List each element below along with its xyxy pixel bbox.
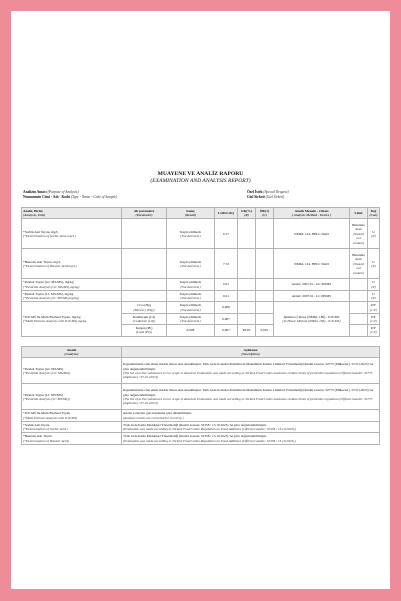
table-cell (368, 279, 380, 290)
cell-text: *Benzoik Asit Tayını (23, 434, 52, 439)
table-cell: 6.17 (215, 219, 238, 249)
cell-text: (Evaluation was made according to Turkish Food Codex Regulation on Food Additives (Official Gazette: 32358 / 13.10.2023).) (123, 438, 297, 443)
purpose-field: Analizin Amacı (Purpose of Analysis) (23, 190, 79, 194)
table-cell (238, 219, 256, 249)
cell-text: (*Pesticide Analysis (GC MS/MS),mg/kg) (23, 284, 80, 289)
table-cell (122, 384, 380, 410)
cell-text: Tespit edilmedi. (179, 229, 202, 234)
table-row (22, 219, 380, 249)
cell-text: Analiz Metodu - Cihazı (294, 208, 329, 213)
results-table (21, 207, 380, 337)
table-cell (350, 219, 368, 249)
table-row (22, 249, 380, 279)
table-cell (167, 302, 215, 313)
cell-text: (Not detected.) (180, 233, 201, 238)
notes-row (22, 433, 380, 444)
cell-text: U (372, 259, 375, 264)
cell-text: Analiz (66, 347, 77, 352)
table-cell (350, 302, 368, 313)
table-cell (122, 290, 167, 301)
table-cell: 0,007 (215, 325, 238, 336)
notes-row (22, 421, 380, 432)
table-cell (22, 302, 122, 336)
cell-text: (Not detected.) (180, 263, 201, 268)
header-ob (256, 208, 274, 219)
notes-header-row (22, 347, 380, 358)
cell-text: LOD/LOQ (218, 211, 234, 215)
table-cell (167, 313, 215, 324)
cell-text: Kapsamımızda olan etken madde listesi ekte sunulmuştur. Türk Gıda Kodeksi Pestisitlerin Maksimum Kalıntı Limitleri Yönetmeliği (Resmi Gazete: 32775 (Mükerrer) / 07.01.2025) 'ne göre değerlendirilmiştir. (123, 362, 374, 371)
cell-text: *Pestisit Tayını (LC MS/MS) (23, 392, 63, 397)
cell-text: Analiz, Birim (23, 208, 43, 213)
notes-row (22, 358, 380, 384)
table-cell: 0,001 (256, 325, 274, 336)
cell-text: *Sorbik Asit Tayını, mg/L (23, 229, 59, 234)
table-row (22, 279, 380, 290)
table-cell (368, 313, 380, 324)
cell-text: (*Multi Element Analysis with ICP-MS),mg/kg (23, 318, 87, 323)
cell-text: (CZ) (370, 318, 377, 323)
table-cell (22, 279, 122, 290)
cell-text: (P) (371, 296, 376, 301)
cell-text: (CZ) (370, 330, 377, 335)
table-cell (368, 290, 380, 301)
table-cell (167, 290, 215, 301)
table-cell (256, 290, 274, 301)
cell-text: (*Determination of Sorbic Acid ) (23, 427, 68, 432)
table-cell: 0,006 (215, 302, 238, 313)
cell-text: (The list of active substances in our scope is attached. Evaluation was made according to Turkish Food Codex maximum residue limits of pesticides regulation (Official Gazette: 32775 (duplicate) / 07.01.2025)) (123, 370, 373, 380)
cell-text: *Sorbik Asit Tayını (23, 422, 50, 427)
cell-text: *ICP-MS ile Multi Element Tayını (23, 411, 71, 416)
table-cell: NMKL 124- HPLC DAD (274, 219, 350, 249)
table-cell (22, 249, 122, 279)
cell-text: (Cadmium (Cd)) (132, 318, 156, 323)
cell-text: DY (371, 325, 376, 330)
cell-text: (*Pesticide Analysis (LC MS/MS),mg/kg) (23, 296, 79, 301)
header-lod (215, 208, 238, 219)
cell-text: ( Analysis Method - Device ) (291, 213, 332, 218)
cell-text: GK(%) (241, 208, 252, 213)
cell-text: (CZ) (370, 307, 377, 312)
header-gk (238, 208, 256, 219)
table-cell (238, 302, 256, 313)
cell-text: *ICP-MS ile Multi Element Tayını, mg/kg (23, 314, 81, 319)
table-cell: 7.72 (215, 249, 238, 279)
header-limit (350, 208, 368, 219)
header-analysis (22, 208, 122, 219)
cell-text: (Parameter) (135, 213, 153, 218)
report-title: MUAYENE VE ANALİZ RAPORU (157, 171, 244, 177)
header-parameter (122, 208, 167, 219)
cell-text: *Pestisit Tayını (GC MS/MS) (23, 366, 64, 371)
table-cell (368, 219, 380, 249)
cell-text: U (372, 229, 375, 234)
cell-text: (Not detected.) (180, 284, 201, 289)
notes-table (21, 346, 380, 445)
table-cell (122, 433, 380, 444)
table-cell (122, 249, 167, 279)
notes-header-analysis (22, 347, 122, 358)
table-cell (238, 313, 256, 324)
cell-text: TGK Gıda Katkı Maddeleri Yönetmeliği (Resmi Gazete: 32358 / 13.10.2023) 'ne göre değerlendirilmiştir. (123, 434, 267, 439)
table-cell (368, 249, 380, 279)
cell-text: U (372, 291, 375, 296)
cell-text: (Evaluation was made according to Turkish Food Codex Regulation on Food Additives (Official Gazette: 32358 / 13.10.2023).) (123, 427, 297, 432)
header-conf (368, 208, 380, 219)
table-cell (350, 279, 368, 290)
cell-text: (Analysis, Unit) (23, 213, 46, 218)
table-cell (122, 279, 167, 290)
cell-text: Tespit edilmedi. (179, 280, 202, 285)
table-cell: AOAC 2007.01 - GC MSMS (274, 279, 350, 290)
table-cell (368, 302, 380, 313)
cell-text: (Not detected.) (180, 307, 201, 312)
notes-row (22, 410, 380, 421)
table-header-row (22, 208, 380, 219)
table-cell (122, 302, 167, 313)
report-subtitle: (EXAMINATION AND ANALYSIS REPORT) (150, 178, 251, 184)
table-cell (167, 219, 215, 249)
icp-row (22, 302, 380, 313)
cell-text: (*Multi Element Analysis with ICP-MS) (23, 415, 78, 420)
table-cell (122, 325, 167, 336)
cell-text: (Description) (241, 352, 260, 357)
cell-text: (Not detected.) (180, 318, 201, 323)
cell-text: Kapsamımızda olan etken madde listesi ekte sunulmuştur. Türk Gıda Kodeksi Pestisitlerin Maksimum Kalıntı Limitleri Yönetmeliği (Resmi Gazete: 32775 (Mükerrer) / 07.01.2025) 'ne göre değerlendirilmiştir. (123, 388, 374, 397)
cell-text: (*Pesticide Analysis (LC MS/MS)) (23, 396, 70, 401)
cell-text: (Should not contain) (352, 261, 365, 275)
sample-field: Numunenin Cinsi - Adı - Kodu (Type - Name - Code of Sample) (23, 195, 118, 199)
table-cell: 0,01 (215, 290, 238, 301)
cell-text: (*Determination of Benzoic Acid) (23, 438, 69, 443)
cell-text: Ölb(±) (259, 208, 270, 213)
table-cell (256, 313, 274, 324)
table-cell (122, 358, 380, 384)
cell-text: İşletme içi metot (NMKL 186) - ICP-MS (283, 314, 340, 319)
cell-text: 0,008 (186, 328, 195, 333)
cell-text: (Not detected.) (180, 296, 201, 301)
cell-text: Limit (354, 211, 363, 215)
table-cell: 0,01 (215, 279, 238, 290)
table-cell: NMKL 124- HPLC DAD (274, 249, 350, 279)
table-cell (238, 249, 256, 279)
cell-text: (Mercury (Hg)) (133, 307, 155, 312)
cell-text: (*Pesticide Analysis (GC MS/MS)) (23, 370, 71, 375)
cell-text: DY (371, 314, 376, 319)
cell-text: (The list of active substances in our scope is attached. Evaluation was made according to Turkish Food Codex maximum residue limits of pesticides regulation (Official Gazette: 32775 (duplicate) / 07.01.2025)) (123, 396, 373, 406)
special-request-field: Özel İstek (Special Request) (247, 190, 289, 194)
cell-text: (P) (371, 284, 376, 289)
header-result (167, 208, 215, 219)
table-cell: 99.05 (238, 325, 256, 336)
table-cell (22, 384, 122, 410)
table-cell (350, 249, 368, 279)
header-method (274, 208, 350, 219)
table-cell (368, 325, 380, 336)
cell-text: (R) (244, 213, 249, 218)
cell-text: Cıva (Hg) (137, 303, 151, 308)
cell-text: *Benzoik Asit Tayını, mg/L (23, 259, 61, 264)
cell-text: (P) (371, 233, 376, 238)
cell-text: Tespit edilmedi. (179, 291, 202, 296)
table-cell (122, 421, 380, 432)
table-row (22, 290, 380, 301)
table-cell (22, 219, 122, 249)
table-cell (256, 219, 274, 249)
cell-text: Sonuç (186, 208, 195, 213)
table-cell (122, 219, 167, 249)
cell-text: Tespit edilmedi. (179, 259, 202, 264)
cell-text: (P) (371, 263, 376, 268)
cell-text: *Pestisit Tayını (LC MS/MS), mg/kg (23, 291, 74, 296)
table-cell (350, 313, 368, 324)
notes-header-description (122, 347, 380, 358)
cell-text: Bulunma malı (352, 222, 365, 232)
table-cell (122, 313, 167, 324)
table-cell (22, 410, 122, 421)
table-cell: AOAC 2007.01 - LC MSMS (274, 290, 350, 301)
cell-text: DY (371, 303, 376, 308)
table-cell (238, 290, 256, 301)
cell-text: Değ (370, 208, 377, 213)
table-cell (256, 279, 274, 290)
cell-text: Analiz sonuçları geri kazanıma göre düzeltilmiştir. (123, 411, 192, 416)
report-page (11, 11, 390, 589)
cell-text: Kurşun (Pb) (135, 325, 153, 330)
cell-text: (Analysis) (64, 352, 79, 357)
cell-text: (Lead (Pb)) (136, 330, 152, 335)
cell-text: (Analysis results are corrected for recovery.) (123, 415, 184, 420)
cell-text: Kadmiyum (Cd) (132, 314, 156, 319)
table-cell (256, 302, 274, 313)
table-cell (256, 249, 274, 279)
cell-text: *Pestisit Tayını (GC MS/MS), mg/kg (23, 280, 74, 285)
cell-text: TGK Gıda Katkı Maddeleri Yönetmeliği (Resmi Gazete: 32358 / 13.10.2023) 'ne göre değerlendirilmiştir. (123, 422, 267, 427)
table-cell (22, 421, 122, 432)
cell-text: (U) (262, 213, 267, 218)
cell-text: (In House Method (NMKL 186) - ICP-MS) (282, 318, 341, 323)
cell-text: Bulunma malı (352, 252, 365, 262)
table-cell (22, 433, 122, 444)
table-cell (167, 279, 215, 290)
cell-text: (*Determination of Benzoic Acid,mg/L) (23, 263, 77, 268)
cell-text: (*Determination of Sorbic Acid, mg/L) (23, 233, 76, 238)
cell-text: Açıklama (243, 347, 258, 352)
table-cell (122, 410, 380, 421)
cell-text: U (372, 280, 375, 285)
table-cell: 0,007 (215, 313, 238, 324)
cell-text: (Should not contain) (352, 231, 365, 245)
table-cell (22, 358, 122, 384)
cell-text: (Result) (184, 213, 197, 218)
cell-text: Alt parametre (133, 208, 155, 213)
table-cell (238, 279, 256, 290)
table-cell (350, 325, 368, 336)
storage-field: Gizl Sirketi (Gizl Sirketi) (247, 195, 285, 199)
table-cell (22, 290, 122, 301)
table-cell (350, 290, 368, 301)
table-cell (167, 325, 215, 336)
cell-text: (Con) (369, 213, 378, 218)
notes-row (22, 384, 380, 410)
cell-text: Tespit edilmedi. (179, 303, 202, 308)
table-cell (274, 302, 350, 336)
cell-text: Tespit edilmedi. (179, 314, 202, 319)
table-cell (167, 249, 215, 279)
